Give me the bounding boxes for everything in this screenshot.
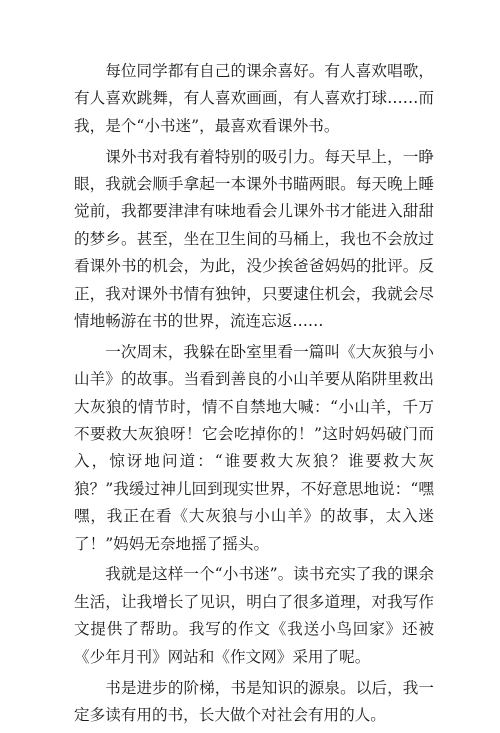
paragraph-2: 课外书对我有着特别的吸引力。每天早上，一睁眼，我就会顺手拿起一本课外书瞄两眼。每天晚上睡觉前，我都要津津有味地看会儿课外书才能进入甜甜的梦乡。甚至，坐在卫生间的马桶上，我也不会放过看课外书的机会，为此，没少挨爸爸妈妈的批评。反正，我对课外书情有独钟，只要逮住机会，我就会尽情地畅游在书的世界，流连忘返…… (74, 147, 434, 331)
essay-body (74, 58, 434, 733)
paragraph-4: 我就是这样一个“小书迷”。读书充实了我的课余生活，让我增长了见识，明白了很多道理，对我写作文提供了帮助。我写的作文《我送小鸟回家》还被《少年月刊》网站和《作文网》采用了呢。 (74, 565, 434, 666)
paragraph-3: 一次周末，我躲在卧室里看一篇叫《大灰狼与小山羊》的故事。当看到善良的小山羊要从陷阱里救出大灰狼的情节时，情不自禁地大喊：“小山羊，千万不要救大灰狼呀！它会吃掉你的！”这时妈妈破门而入，惊讶地问道：“谁要救大灰狼？谁要救大灰狼？”我缓过神儿回到现实世界，不好意思地说：“嘿嘿，我正在看《大灰狼与小山羊》的故事，太入迷了！”妈妈无奈地摇了摇头。 (74, 342, 434, 553)
paragraph-5: 书是进步的阶梯，书是知识的源泉。以后，我一定多读有用的书，长大做个对社会有用的人。 (74, 678, 434, 724)
paragraph-1: 每位同学都有自己的课余喜好。有人喜欢唱歌，有人喜欢跳舞，有人喜欢画画，有人喜欢打球……而我，是个“小书迷”，最喜欢看课外书。 (74, 62, 434, 135)
